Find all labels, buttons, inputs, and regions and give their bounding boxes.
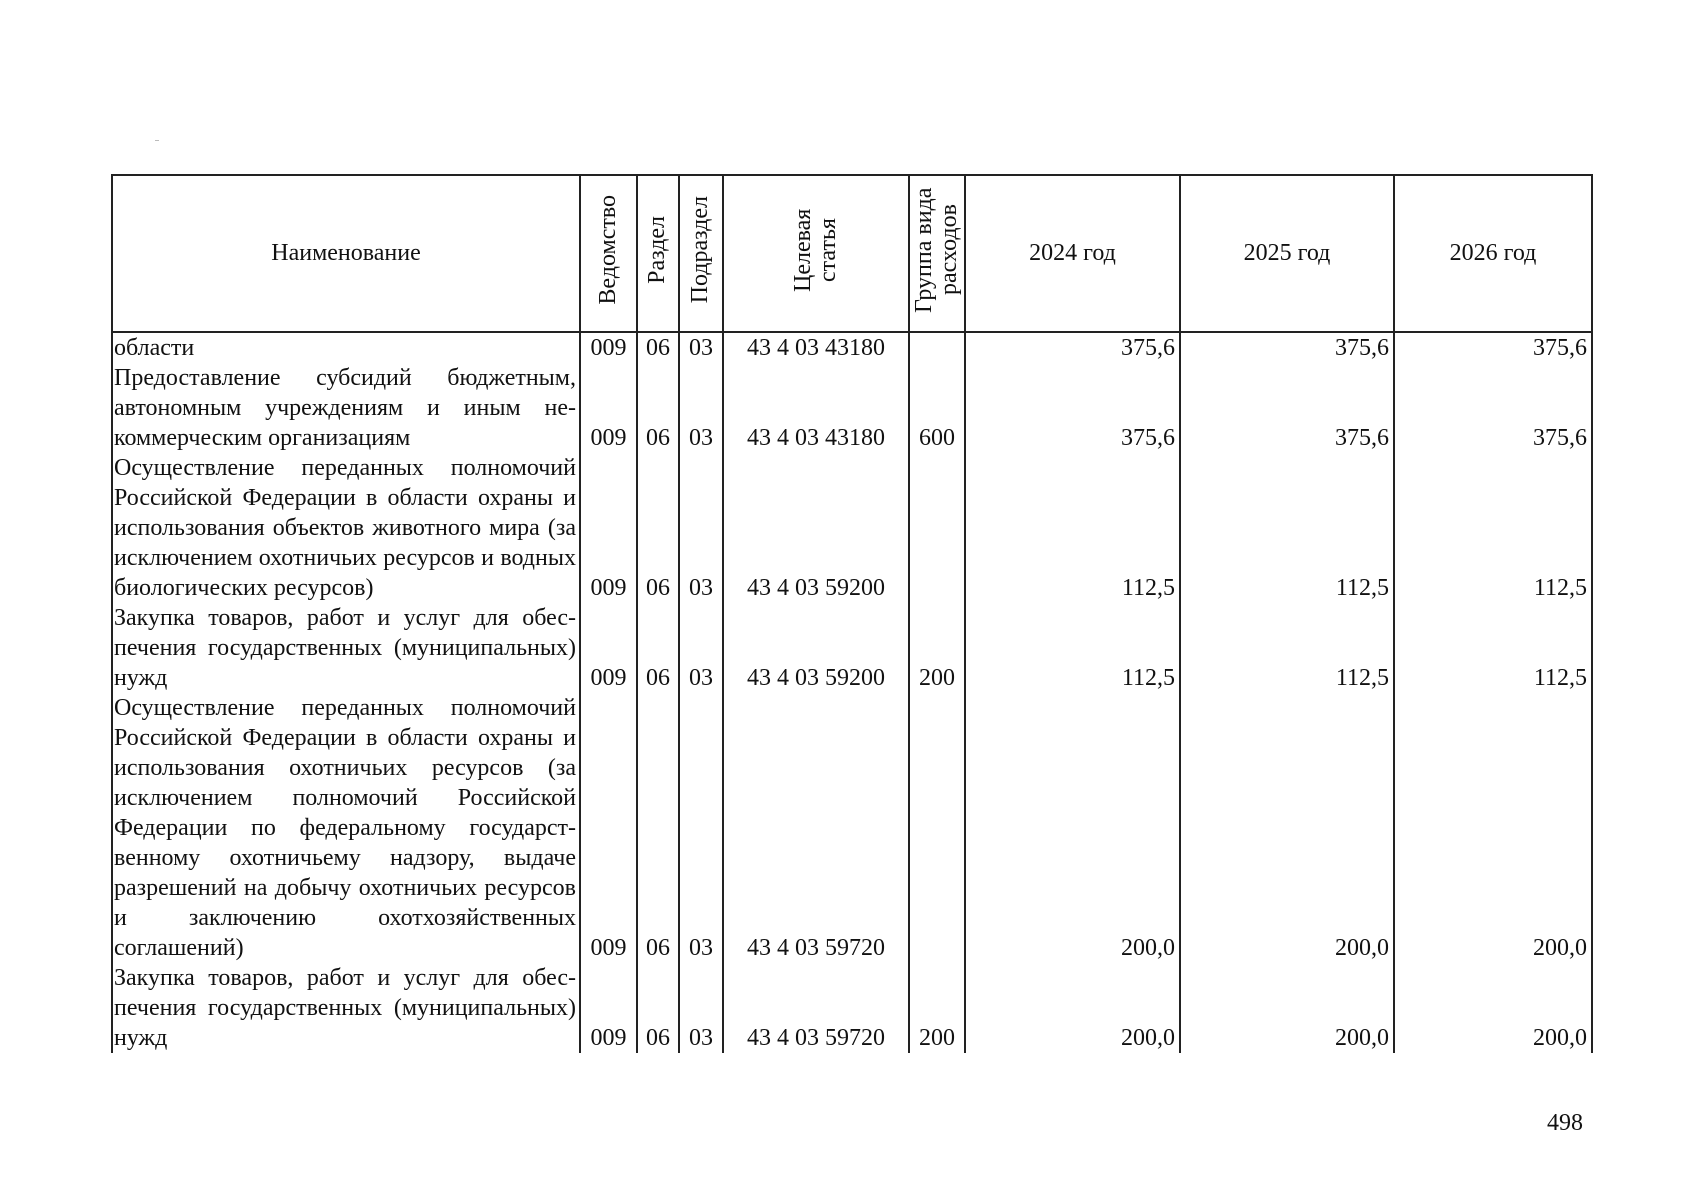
cell-name: Закупка товаров, работ и услуг для обеспечения государственных (муниципальных) нужд [112, 963, 580, 1053]
cell-subsection: 03 [679, 963, 723, 1053]
cell-section: 06 [637, 363, 679, 453]
budget-table [111, 174, 1593, 1053]
table-row [112, 363, 1592, 453]
page-number: 498 [1547, 1110, 1583, 1136]
cell-expense-group: 600 [909, 363, 965, 453]
cell-target-article: 43 4 03 59720 [723, 693, 909, 963]
header-expense-group: Группа вида расходов [909, 175, 965, 332]
cell-2024: 112,5 [965, 603, 1180, 693]
cell-target-article: 43 4 03 59720 [723, 963, 909, 1053]
table-row [112, 963, 1592, 1053]
header-target-article: Целевая статья [723, 175, 909, 332]
cell-subsection: 03 [679, 603, 723, 693]
cell-section: 06 [637, 963, 679, 1053]
cell-2024: 112,5 [965, 453, 1180, 603]
cell-2024: 375,6 [965, 363, 1180, 453]
cell-subsection: 03 [679, 332, 723, 363]
cell-2024: 375,6 [965, 332, 1180, 363]
cell-section: 06 [637, 603, 679, 693]
cell-name: Закупка товаров, работ и услуг для обеспечения государственных (муниципальных) нужд [112, 603, 580, 693]
cell-expense-group [909, 332, 965, 363]
cell-subsection: 03 [679, 363, 723, 453]
table-row [112, 693, 1592, 963]
header-year-2024: 2024 год [965, 175, 1180, 332]
cell-name: Осуществление переданных полномочий Российской Федерации в области охраны и использования охотничьих ресурсов (за исключением полномочий Российской Федерации по федеральному государственному охотничьему надзору, выдаче разрешений на добычу охотничьих ресурсов и заключению охотхозяйственных соглашений) [112, 693, 580, 963]
header-subsection: Подраздел [679, 175, 723, 332]
cell-2026: 200,0 [1394, 693, 1592, 963]
header-row [112, 175, 1592, 332]
cell-subsection: 03 [679, 453, 723, 603]
scan-artifact [155, 140, 159, 141]
cell-name: Осуществление переданных полномочий Российской Федерации в области охраны и использования объектов животного мира (за исключением охотничьих ресурсов и водных биологических ресурсов) [112, 453, 580, 603]
header-year-2026: 2026 год [1394, 175, 1592, 332]
cell-2025: 200,0 [1180, 963, 1394, 1053]
cell-department: 009 [580, 693, 637, 963]
cell-department: 009 [580, 603, 637, 693]
cell-target-article: 43 4 03 59200 [723, 453, 909, 603]
table-row [112, 453, 1592, 603]
cell-2024: 200,0 [965, 693, 1180, 963]
cell-department: 009 [580, 332, 637, 363]
cell-section: 06 [637, 453, 679, 603]
header-section: Раздел [637, 175, 679, 332]
cell-2024: 200,0 [965, 963, 1180, 1053]
cell-2026: 375,6 [1394, 363, 1592, 453]
cell-2026: 112,5 [1394, 453, 1592, 603]
cell-expense-group [909, 693, 965, 963]
header-name: Наименование [112, 175, 580, 332]
cell-expense-group: 200 [909, 963, 965, 1053]
cell-subsection: 03 [679, 693, 723, 963]
cell-2025: 112,5 [1180, 603, 1394, 693]
cell-name: Предоставление субсидий бюджетным, автономным учреждениям и иным некоммерческим организациям [112, 363, 580, 453]
cell-section: 06 [637, 332, 679, 363]
table-row [112, 332, 1592, 363]
cell-expense-group [909, 453, 965, 603]
cell-2025: 200,0 [1180, 693, 1394, 963]
header-year-2025: 2025 год [1180, 175, 1394, 332]
cell-section: 06 [637, 693, 679, 963]
cell-target-article: 43 4 03 59200 [723, 603, 909, 693]
table-body [112, 332, 1592, 1053]
cell-department: 009 [580, 453, 637, 603]
cell-2025: 112,5 [1180, 453, 1394, 603]
cell-2026: 375,6 [1394, 332, 1592, 363]
cell-2025: 375,6 [1180, 363, 1394, 453]
cell-name: области [112, 332, 580, 363]
cell-2026: 200,0 [1394, 963, 1592, 1053]
cell-target-article: 43 4 03 43180 [723, 363, 909, 453]
cell-target-article: 43 4 03 43180 [723, 332, 909, 363]
cell-2025: 375,6 [1180, 332, 1394, 363]
cell-department: 009 [580, 363, 637, 453]
cell-expense-group: 200 [909, 603, 965, 693]
cell-department: 009 [580, 963, 637, 1053]
header-department: Ведомство [580, 175, 637, 332]
cell-2026: 112,5 [1394, 603, 1592, 693]
table-row [112, 603, 1592, 693]
